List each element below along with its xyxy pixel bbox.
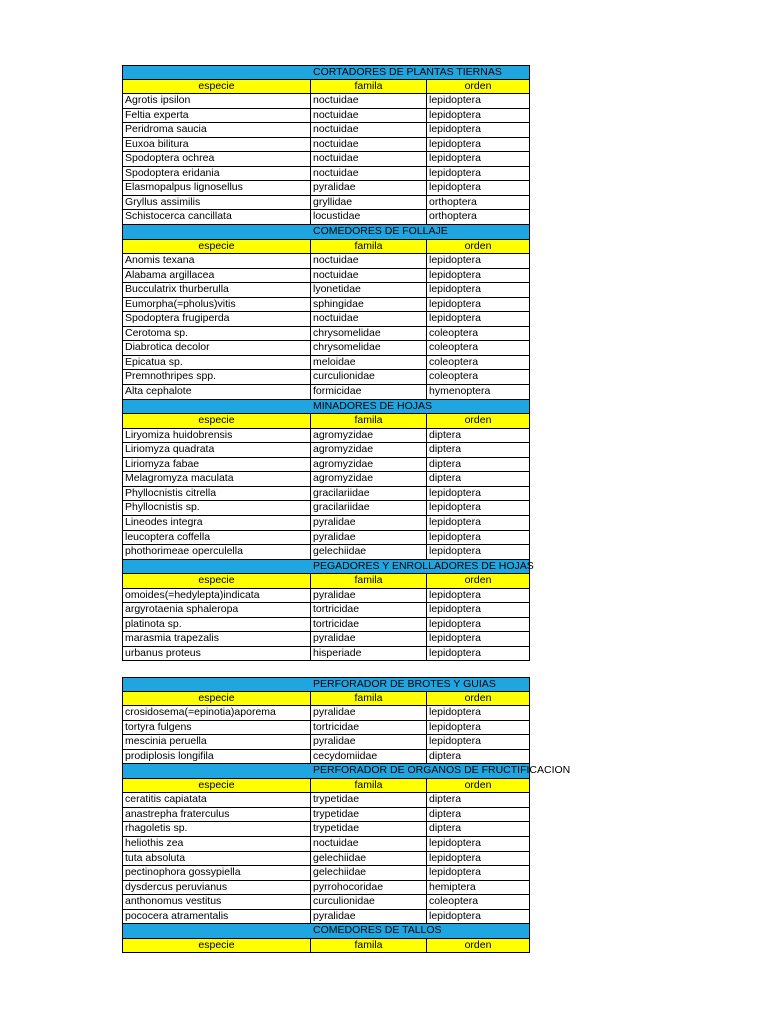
cell-orden[interactable]: lepidoptera [427,298,530,313]
cell-famila[interactable]: curculionidae [311,895,427,910]
cell-especie[interactable]: phothorimeae operculella [122,545,311,560]
cell-especie[interactable]: pococera atramentalis [122,910,311,925]
cell-famila[interactable]: noctuidae [311,837,427,852]
header-famila: famila [311,80,427,95]
table-row [122,327,530,342]
insect-table-block-2 [122,677,571,953]
cell-especie[interactable]: Feltia experta [122,109,311,124]
table-row [122,881,530,896]
cell-orden[interactable]: coleoptera [427,370,530,385]
table-row [122,356,530,371]
cell-orden[interactable]: lepidoptera [427,152,530,167]
cell-famila[interactable]: sphingidae [311,298,427,313]
cell-orden[interactable]: orthoptera [427,196,530,211]
section-title: CORTADORES DE PLANTAS TIERNAS [313,66,502,78]
table-row [122,837,530,852]
cell-orden[interactable]: diptera [427,793,530,808]
cell-especie[interactable]: Spodoptera eridania [122,167,311,182]
table-row [122,822,530,837]
header-famila: famila [311,692,427,707]
cell-famila[interactable]: pyralidae [311,706,427,721]
table-row [122,283,530,298]
header-famila: famila [311,779,427,794]
header-orden: orden [427,240,530,255]
table-row [122,793,530,808]
cell-especie[interactable]: pectinophora gossypiella [122,866,311,881]
cell-especie[interactable]: Peridroma saucia [122,123,311,138]
column-header-row [122,240,530,255]
cell-especie[interactable]: argyrotaenia sphaleropa [122,603,311,618]
cell-orden[interactable]: lepidoptera [427,516,530,531]
cell-famila[interactable]: pyralidae [311,632,427,647]
table-row [122,516,530,531]
cell-orden[interactable]: lepidoptera [427,589,530,604]
cell-famila[interactable]: agromyzidae [311,443,427,458]
table-row [122,298,530,313]
cell-especie[interactable]: Lineodes integra [122,516,311,531]
cell-famila[interactable]: trypetidae [311,822,427,837]
table-row [122,618,530,633]
cell-orden[interactable]: coleoptera [427,327,530,342]
cell-especie[interactable]: crosidosema(=epinotia)aporema [122,706,311,721]
cell-especie[interactable]: Spodoptera ochrea [122,152,311,167]
cell-especie[interactable]: anthonomus vestitus [122,895,311,910]
table-row [122,603,530,618]
table-row [122,254,530,269]
table-row [122,181,530,196]
section-title: COMEDORES DE TALLOS [313,924,442,937]
section-title: PERFORADOR DE ORGANOS DE FRUCTIFICACION [313,764,571,777]
cell-orden[interactable]: diptera [427,750,530,765]
cell-orden[interactable]: lepidoptera [427,603,530,618]
cell-famila[interactable]: noctuidae [311,109,427,124]
cell-especie[interactable]: Bucculatrix thurberulla [122,283,311,298]
column-header-row [122,80,530,95]
column-header-row [122,414,530,429]
cell-especie[interactable]: Diabrotica decolor [122,341,311,356]
cell-orden[interactable]: lepidoptera [427,138,530,153]
cell-famila[interactable]: pyralidae [311,589,427,604]
table-row [122,735,530,750]
cell-famila[interactable]: pyrrohocoridae [311,881,427,896]
table-row [122,210,530,225]
cell-especie[interactable]: marasmia trapezalis [122,632,311,647]
header-orden: orden [427,779,530,794]
cell-orden[interactable]: diptera [427,808,530,823]
cell-famila[interactable]: pyralidae [311,735,427,750]
table-row [122,443,530,458]
cell-famila[interactable]: tortricidae [311,618,427,633]
cell-famila[interactable]: agromyzidae [311,429,427,444]
table-row [122,647,530,662]
cell-especie[interactable]: Epicatua sp. [122,356,311,371]
cell-orden[interactable]: coleoptera [427,341,530,356]
cell-famila[interactable]: gryllidae [311,196,427,211]
cell-especie[interactable]: Euxoa bilitura [122,138,311,153]
cell-famila[interactable]: pyralidae [311,910,427,925]
cell-orden[interactable]: lepidoptera [427,632,530,647]
section-title-row [122,225,530,240]
cell-famila[interactable]: noctuidae [311,152,427,167]
cell-famila[interactable]: pyralidae [311,531,427,546]
section-title-row [122,924,530,939]
table-row [122,721,530,736]
cell-orden[interactable]: coleoptera [427,356,530,371]
cell-famila[interactable]: noctuidae [311,94,427,109]
header-orden: orden [427,414,530,429]
cell-famila[interactable]: gelechiidae [311,866,427,881]
cell-especie[interactable]: Eumorpha(=pholus)vitis [122,298,311,313]
table-row [122,531,530,546]
cell-orden[interactable]: lepidoptera [427,852,530,867]
header-famila: famila [311,414,427,429]
cell-famila[interactable]: chrysomelidae [311,327,427,342]
cell-especie[interactable]: mescinia peruella [122,735,311,750]
cell-orden[interactable]: lepidoptera [427,283,530,298]
cell-famila[interactable]: cecydomiidae [311,750,427,765]
table-row [122,808,530,823]
section-title: PEGADORES Y ENROLLADORES DE HOJAS [313,559,534,572]
cell-famila[interactable]: curculionidae [311,370,427,385]
table-row [122,852,530,867]
cell-famila[interactable]: agromyzidae [311,472,427,487]
table-row [122,167,530,182]
cell-orden[interactable]: lepidoptera [427,312,530,327]
cell-famila[interactable]: trypetidae [311,808,427,823]
cell-especie[interactable]: prodiplosis longifila [122,750,311,765]
cell-orden[interactable]: coleoptera [427,895,530,910]
cell-orden[interactable]: diptera [427,472,530,487]
cell-especie[interactable]: Gryllus assimilis [122,196,311,211]
cell-especie[interactable]: Schistocerca cancillata [122,210,311,225]
header-especie: especie [122,414,311,429]
insect-table-block-1 [122,65,534,661]
cell-famila[interactable]: chrysomelidae [311,341,427,356]
header-especie: especie [122,574,311,589]
section-title-row [122,400,530,415]
cell-especie[interactable]: Alabama argillacea [122,269,311,284]
cell-orden[interactable]: lepidoptera [427,109,530,124]
table-row [122,94,530,109]
cell-famila[interactable]: noctuidae [311,123,427,138]
cell-especie[interactable]: Liriomyza quadrata [122,443,311,458]
cell-orden[interactable]: lepidoptera [427,531,530,546]
table-row [122,910,530,925]
table-row [122,487,530,502]
table-row [122,472,530,487]
cell-orden[interactable]: lepidoptera [427,94,530,109]
cell-especie[interactable]: heliothis zea [122,837,311,852]
cell-orden[interactable]: lepidoptera [427,501,530,516]
cell-orden[interactable]: lepidoptera [427,545,530,560]
table-row [122,370,530,385]
header-orden: orden [427,692,530,707]
cell-orden[interactable]: hemiptera [427,881,530,896]
cell-especie[interactable]: Liriomyza fabae [122,458,311,473]
cell-famila[interactable]: agromyzidae [311,458,427,473]
cell-famila[interactable]: pyralidae [311,516,427,531]
column-header-row [122,574,530,589]
table-row [122,152,530,167]
cell-famila[interactable]: hisperiade [311,647,427,662]
cell-orden[interactable]: lepidoptera [427,721,530,736]
cell-especie[interactable]: Melagromyza maculata [122,472,311,487]
table-row [122,429,530,444]
header-orden: orden [427,939,530,954]
table-row [122,196,530,211]
table-row [122,706,530,721]
cell-especie[interactable]: Cerotoma sp. [122,327,311,342]
cell-famila[interactable]: meloidae [311,356,427,371]
cell-orden[interactable]: lepidoptera [427,269,530,284]
section-title: MINADORES DE HOJAS [313,399,433,412]
cell-famila[interactable]: gelechiidae [311,852,427,867]
cell-orden[interactable]: lepidoptera [427,254,530,269]
table-row [122,632,530,647]
section-title-row [122,677,530,692]
table-row [122,895,530,910]
cell-orden[interactable]: lepidoptera [427,735,530,750]
header-famila: famila [311,939,427,954]
cell-orden[interactable]: lepidoptera [427,866,530,881]
cell-especie[interactable]: platinota sp. [122,618,311,633]
cell-orden[interactable]: diptera [427,443,530,458]
header-especie: especie [122,939,311,954]
cell-especie[interactable]: omoides(=hedylepta)indicata [122,589,311,604]
table-row [122,269,530,284]
cell-orden[interactable]: lepidoptera [427,123,530,138]
cell-especie[interactable]: Spodoptera frugiperda [122,312,311,327]
header-especie: especie [122,240,311,255]
cell-orden[interactable]: lepidoptera [427,647,530,662]
section-title-row [122,559,534,575]
header-especie: especie [122,692,311,707]
cell-famila[interactable]: lyonetidae [311,283,427,298]
cell-orden[interactable]: lepidoptera [427,487,530,502]
cell-especie[interactable]: Liryomiza huidobrensis [122,429,311,444]
table-row [122,138,530,153]
table-row [122,589,530,604]
cell-famila[interactable]: formicidae [311,385,427,400]
cell-especie[interactable]: tortyra fulgens [122,721,311,736]
cell-orden[interactable]: lepidoptera [427,618,530,633]
cell-famila[interactable]: noctuidae [311,312,427,327]
table-row [122,341,530,356]
cell-famila[interactable]: pyralidae [311,181,427,196]
cell-orden[interactable]: lepidoptera [427,167,530,182]
column-header-row [122,779,530,794]
cell-orden[interactable]: lepidoptera [427,910,530,925]
cell-especie[interactable]: Alta cephalote [122,385,311,400]
table-row [122,866,530,881]
section-title-row [122,764,571,779]
cell-orden[interactable]: orthoptera [427,210,530,225]
section-title: COMEDORES DE FOLLAJE [313,225,448,238]
cell-famila[interactable]: tortricidae [311,603,427,618]
cell-especie[interactable]: Agrotis ipsilon [122,94,311,109]
cell-famila[interactable]: trypetidae [311,793,427,808]
cell-especie[interactable]: anastrepha fraterculus [122,808,311,823]
section-title-row [122,65,530,80]
cell-famila[interactable]: noctuidae [311,138,427,153]
table-row [122,123,530,138]
cell-especie[interactable]: Elasmopalpus lignosellus [122,181,311,196]
header-famila: famila [311,574,427,589]
table-row [122,385,530,400]
cell-famila[interactable]: gracilariidae [311,487,427,502]
header-famila: famila [311,240,427,255]
cell-especie[interactable]: tuta absoluta [122,852,311,867]
cell-famila[interactable]: locustidae [311,210,427,225]
table-row [122,458,530,473]
cell-famila[interactable]: gelechiidae [311,545,427,560]
header-especie: especie [122,80,311,95]
table-row [122,501,530,516]
cell-especie[interactable]: urbanus proteus [122,647,311,662]
section-title: PERFORADOR DE BROTES Y GUIAS [313,678,496,690]
header-orden: orden [427,574,530,589]
cell-orden[interactable]: lepidoptera [427,837,530,852]
header-especie: especie [122,779,311,794]
cell-especie[interactable]: leucoptera coffella [122,531,311,546]
cell-orden[interactable]: diptera [427,822,530,837]
cell-famila[interactable]: noctuidae [311,254,427,269]
cell-orden[interactable]: diptera [427,458,530,473]
cell-orden[interactable]: hymenoptera [427,385,530,400]
table-row [122,545,530,560]
cell-orden[interactable]: lepidoptera [427,706,530,721]
column-header-row [122,939,530,954]
cell-famila[interactable]: noctuidae [311,167,427,182]
cell-famila[interactable]: tortricidae [311,721,427,736]
cell-orden[interactable]: lepidoptera [427,181,530,196]
cell-especie[interactable]: rhagoletis sp. [122,822,311,837]
cell-famila[interactable]: gracilariidae [311,501,427,516]
cell-especie[interactable]: Premnothripes spp. [122,370,311,385]
cell-especie[interactable]: Phyllocnistis citrella [122,487,311,502]
cell-especie[interactable]: Phyllocnistis sp. [122,501,311,516]
cell-famila[interactable]: noctuidae [311,269,427,284]
table-row [122,750,530,765]
header-orden: orden [427,80,530,95]
cell-especie[interactable]: ceratitis capiatata [122,793,311,808]
column-header-row [122,692,530,707]
cell-orden[interactable]: diptera [427,429,530,444]
cell-especie[interactable]: Anomis texana [122,254,311,269]
table-row [122,312,530,327]
table-row [122,109,530,124]
cell-especie[interactable]: dysdercus peruvianus [122,881,311,896]
